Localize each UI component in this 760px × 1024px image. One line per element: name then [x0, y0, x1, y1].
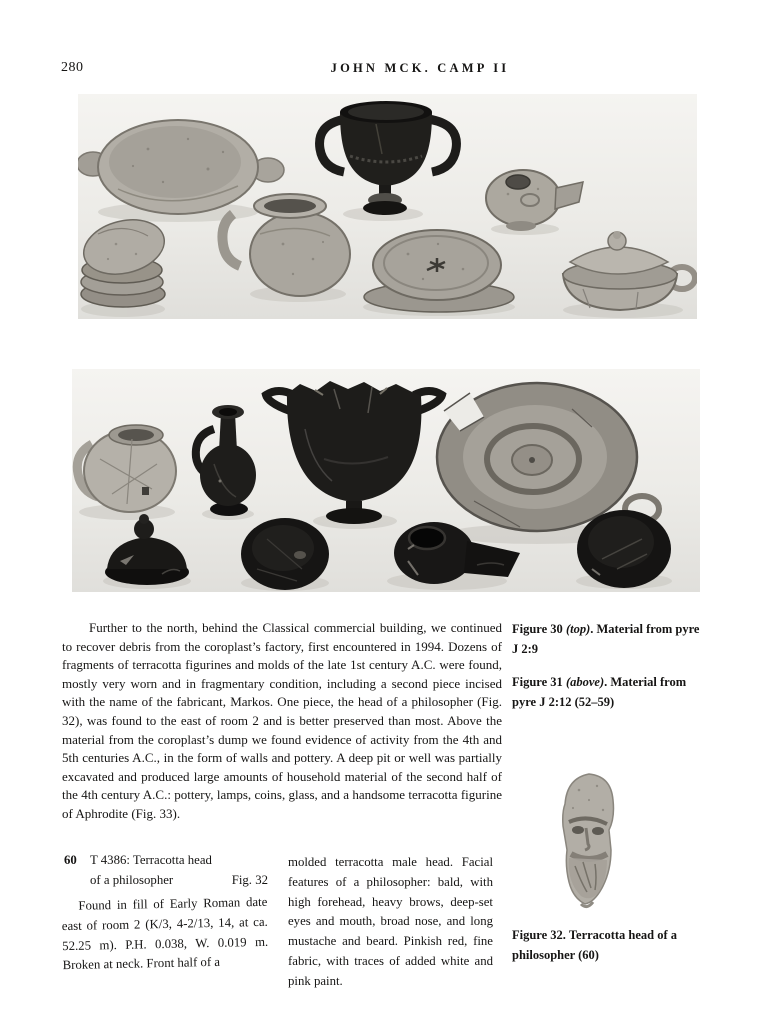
page-number: 280: [61, 60, 84, 75]
pottery-group-pyre-j2-12: [72, 369, 700, 592]
main-text-block: [62, 619, 502, 824]
figure32-photo: [545, 766, 630, 918]
figure30-photo: [78, 94, 697, 319]
catalog-column-2: [288, 853, 493, 992]
black-saucer: [241, 518, 329, 590]
catalog-title-line2: of a philosopher: [90, 872, 174, 887]
catalog-col1-text: Found in fill of Early Roman date east of room 2 (K/3, 4-2/13, 14, at ca. 52.25 m). P.H. 0.038, W. 0.019 m. Broken at neck. Front half of a: [61, 894, 269, 973]
catalog-col2-text: molded terracotta male head. Facial features of a philosopher: bald, with high forehead, heavy brows, deep-set eyes and mouth, broad nose, and long mustache and beard. Pinkish red, fine fabric, with traces of added white and pink paint.: [288, 855, 493, 988]
running-head: JOHN MCK. CAMP II: [330, 61, 510, 75]
catalog-column-1: [61, 893, 269, 976]
figure30-caption-label: Figure 30: [512, 622, 566, 636]
body-paragraph: Further to the north, behind the Classical commercial building, we continued to recover debris from the coroplast’s factory, first encountered in 1994. Dozens of fragments of terracotta figurines and molds of the late 1st century A.C. were found, mostly very worn and in fragmentary condition, including a second piece incised with the name of the fabricant, Markos. One piece, the head of a philosopher (Fig. 32), was found to the east of room 2 and is better preserved than most. Above the material from the coroplast’s dump we found evidence of activity from the 4th and 5th centuries A.C., in the form of walls and pottery. A deep pit or well was partially excavated and produced large amounts of household material of the second half of the 4th century A.C.: pottery, lamps, coins, glass, and a handsome terracotta figurine of Aphrodite (Fig. 33).: [62, 620, 502, 821]
figure31-caption-text: . Material from pyre J 2:12 (52–59): [512, 675, 687, 709]
lid-on-plate: [364, 230, 514, 312]
oil-lamp: [486, 170, 583, 231]
lidded-bowl: [563, 231, 695, 310]
black-lid: [105, 514, 189, 585]
pottery-group-pyre-j2-9: [78, 94, 697, 319]
black-skyphos: [266, 381, 442, 524]
plate-stack: [78, 212, 170, 307]
black-lekythos: [196, 405, 256, 516]
handled-cup: [77, 425, 176, 512]
figure32-caption-text: Figure 32. Terracotta head of a philosopher (60): [512, 928, 678, 962]
terracotta-head: [545, 766, 630, 918]
figure31-photo: [72, 369, 700, 592]
figure30-caption-text: . Material from pyre J 2:9: [512, 622, 700, 656]
two-handled-pan: [78, 120, 284, 214]
rilled-rim-plate: [437, 383, 659, 531]
black-dish: [577, 510, 671, 588]
figure30-caption-placement: (top): [565, 622, 591, 636]
figure30-caption: [512, 620, 707, 659]
figure31-caption-placement: (above): [565, 675, 605, 689]
catalog-entry-60: [62, 851, 494, 991]
figure31-caption: [512, 673, 707, 712]
black-kantharos: [320, 101, 457, 215]
figure32-caption: [512, 926, 707, 965]
catalog-figure-reference: Fig. 32: [231, 872, 268, 887]
catalog-title-line1: T 4386: Terracotta head: [90, 853, 212, 867]
figure31-caption-label: Figure 31: [512, 675, 566, 689]
catalog-entry-number: 60: [64, 853, 77, 867]
